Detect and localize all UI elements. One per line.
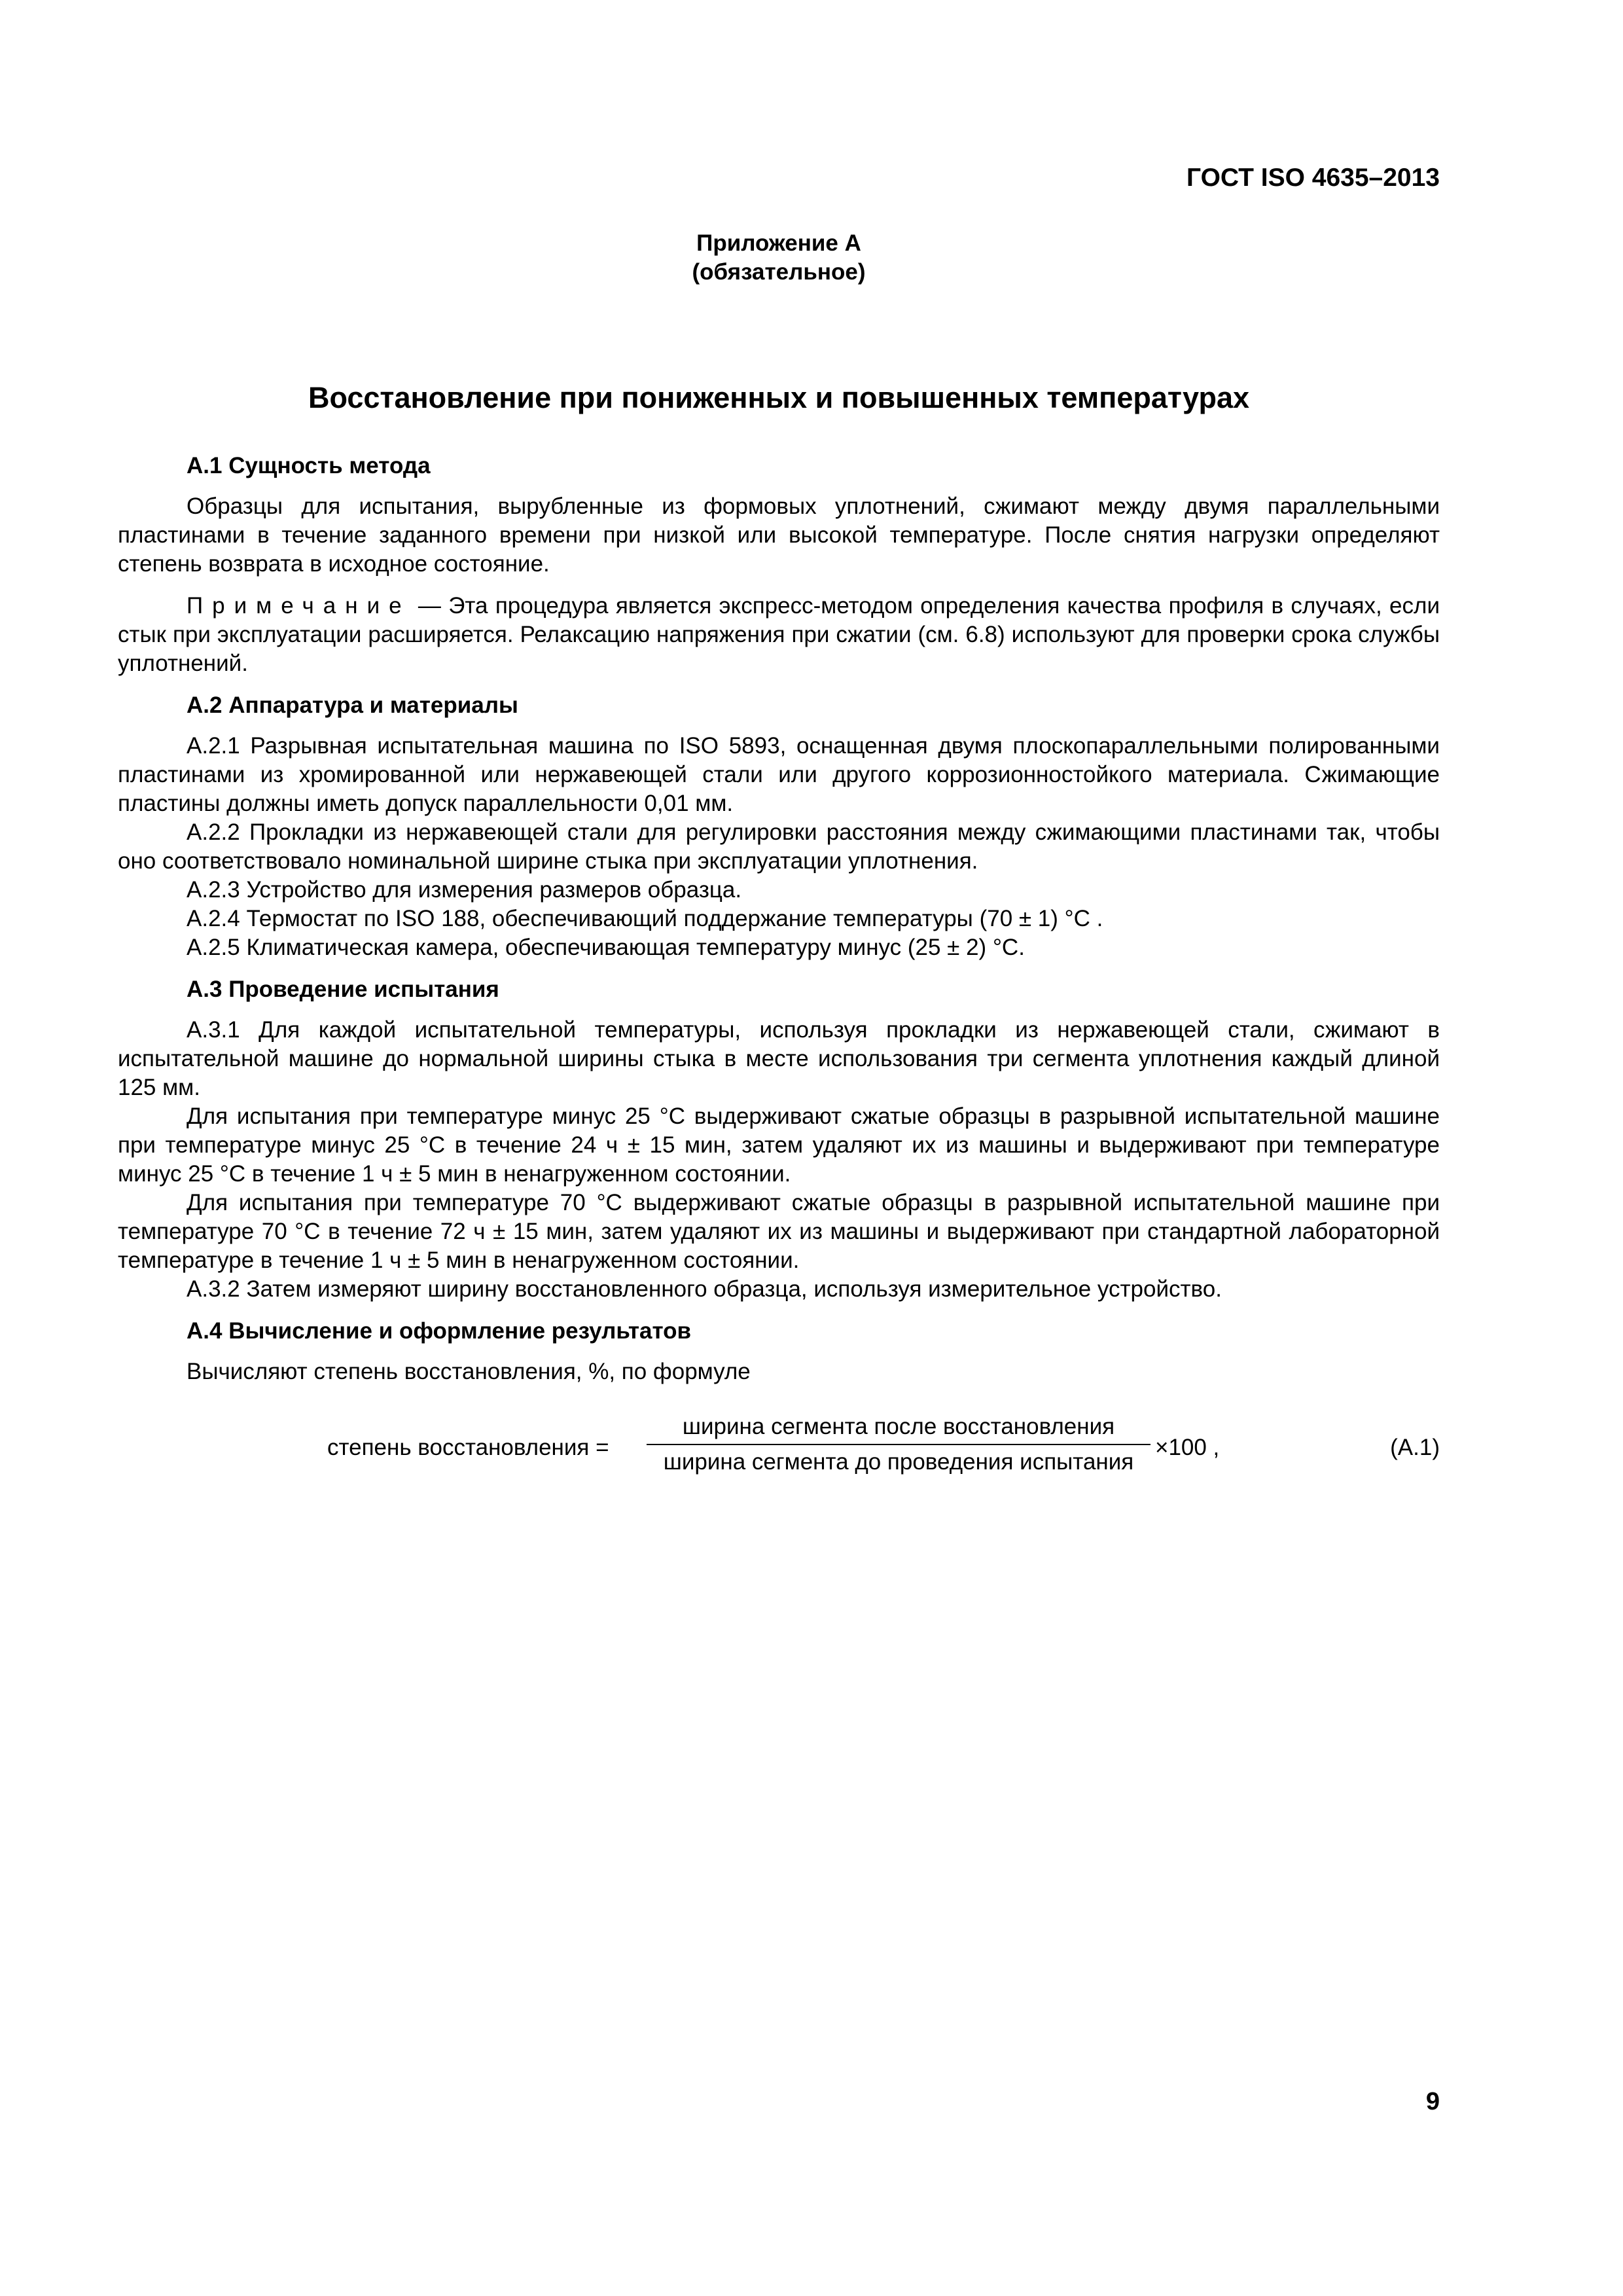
formula-a1 [118,1412,1440,1484]
formula-lhs: степень восстановления = [327,1435,609,1460]
section-a2 [118,691,1440,962]
list-item: А.2.5 Климатическая камера, обеспечивающая температуру минус (25 ± 2) °С. [187,935,1025,960]
paragraph: Образцы для испытания, вырубленные из формовых уплотнений, сжимают между двумя параллельными пластинами в течение заданного времени при низкой или высокой температуре. После снятия нагрузки определяют степень возврата в исходное состояние. [118,493,1440,577]
section-heading: А.2 Аппаратура и материалы [187,692,518,718]
formula-multiplier: ×100 , [1155,1435,1220,1460]
document-body [118,452,1440,1498]
section-a3 [118,975,1440,1304]
note-text: — Эта процедура является экспресс-методом определения качества профиля в случаях, если стык при эксплуатации расширяется. Релаксацию напряжения при сжатии (см. 6.8) используют для проверки срока службы уплотнений. [118,593,1440,676]
section-a4 [118,1317,1440,1484]
list-item: А.3.1 Для каждой испытательной температуры, используя прокладки из нержавеющей стали, сжимают в испытательной машине до нормальной ширины стыка в месте использования три сегмента уплотнения каждый длиной 125 мм. [118,1017,1440,1100]
main-title: Восстановление при пониженных и повышенных температурах [308,381,1250,414]
formula-number: (А.1) [1390,1435,1440,1460]
list-item: А.2.2 Прокладки из нержавеющей стали для регулировки расстояния между сжимающими пластинами так, чтобы оно соответствовало номинальной ширине стыка при эксплуатации уплотнения. [118,819,1440,874]
list-item: Для испытания при температуре 70 °С выдерживают сжатые образцы в разрывной испытательной машине при температуре 70 °С в течение 72 ч ± 15 мин, затем удаляют их из машины и выдерживают при стандартной лабораторной температуре в течение 1 ч ± 5 мин в ненагруженном состоянии. [118,1190,1440,1273]
document-code: ГОСТ ISO 4635–2013 [1186,164,1440,192]
note-paragraph [118,592,1440,678]
formula-denominator: ширина сегмента до проведения испытания [663,1449,1134,1475]
list-item: А.2.1 Разрывная испытательная машина по ISO 5893, оснащенная двумя плоскопараллельными полированными пластинами из хромированной или нержавеющей стали или другого коррозионностойкого материала. Сжимающие пластины должны иметь допуск параллельности 0,01 мм. [118,733,1440,816]
formula-numerator: ширина сегмента после восстановления [647,1412,1150,1445]
section-heading: А.4 Вычисление и оформление результатов [187,1318,692,1344]
annex-title: Приложение А [696,230,861,256]
formula-fraction [647,1412,1150,1477]
section-heading: А.1 Сущность метода [187,453,431,478]
annex-status: (обязательное) [692,259,866,285]
section-a1 [118,452,1440,678]
formula-intro: Вычисляют степень восстановления, %, по формуле [187,1359,751,1384]
section-heading: А.3 Проведение испытания [187,977,499,1002]
list-item: Для испытания при температуре минус 25 °С выдерживают сжатые образцы в разрывной испытательной машине при температуре минус 25 °С в течение 24 ч ± 15 мин, затем удаляют их из машины и выдерживают при температуре минус 25 °С в течение 1 ч ± 5 мин в ненагруженном состоянии. [118,1103,1440,1187]
note-label: Примечание [187,593,411,619]
list-item: А.2.3 Устройство для измерения размеров образца. [187,877,742,903]
list-item: А.2.4 Термостат по ISO 188, обеспечивающий поддержание температуры (70 ± 1) °С . [187,906,1103,931]
list-item: А.3.2 Затем измеряют ширину восстановленного образца, используя измерительное устройство. [187,1276,1222,1302]
page-number: 9 [1425,2088,1440,2115]
